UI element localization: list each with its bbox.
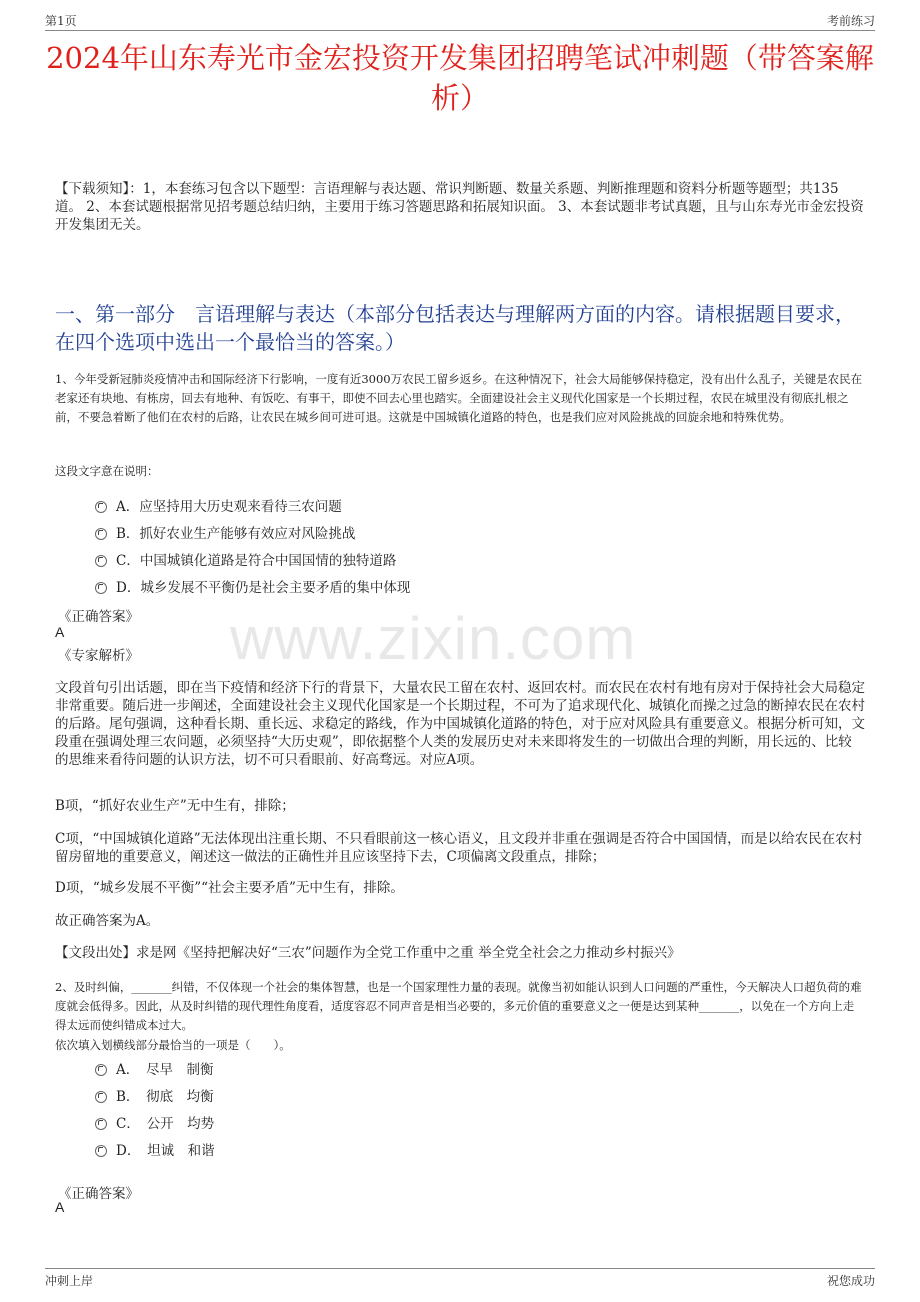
footer-left: 冲刺上岸 (45, 1274, 94, 1288)
option-b[interactable]: B．抓好农业生产能够有效应对风险挑战 (95, 518, 410, 545)
source-note: 【文段出处】求是网《坚持把解决好“三农”问题作为全党工作重中之重 举全党全社会之力推动乡村振兴》 (55, 945, 681, 961)
watermark: www.zixin.com (230, 605, 637, 672)
page-footer (45, 1268, 875, 1298)
section-title: 一、第一部分 言语理解与表达（本部分包括表达与理解两方面的内容。请根据题目要求，在四个选项中选出一个最恰当的答案。） (55, 302, 855, 354)
analysis-conclusion: 故正确答案为A。 (55, 913, 160, 929)
option-d[interactable]: D．城乡发展不平衡仍是社会主要矛盾的集中体现 (95, 572, 410, 599)
radio-icon[interactable] (95, 501, 107, 513)
question-1-lead: 这段文字意在说明： (55, 464, 159, 478)
question-2-stem: 2、及时纠偏，_______纠错，不仅体现一个社会的集体智慧，也是一个国家理性力量的表现。就像当初如能认识到人口问题的严重性，今天解决人口超负荷的难度就会低得多。因此，从及时纠错的现代理性角度看，适度容忍不同声音是相当必要的，多元价值的重要意义之一便是达到某种_______，以免在一个方向上走得太远而使纠错成本过大。 (55, 980, 862, 1032)
radio-icon[interactable] (95, 555, 107, 567)
option-d[interactable]: D． 坦诚 和谐 (95, 1135, 215, 1162)
question-2-lead: 依次填入划横线部分最恰当的一项是（ ）。 (55, 1038, 291, 1052)
question-1-options (95, 491, 410, 599)
analysis-label: 《专家解析》 (58, 648, 139, 664)
question-1-stem: 1、今年受新冠肺炎疫情冲击和国际经济下行影响，一度有近3000万农民工留乡返乡。在这种情况下，社会大局能够保持稳定，没有出什么乱子，关键是农民在老家还有块地、有栋房，回去有地种、有饭吃、有事干，即使不回去心里也踏实。全面建设社会主义现代化国家是一个长期过程，农民在城里没有彻底扎根之前，不要急着断了他们在农村的后路，让农民在城乡间可进可退。这就是中国城镇化道路的特色，也是我们应对风险挑战的回旋余地和特殊优势。 (55, 372, 863, 424)
option-c[interactable]: C． 公开 均势 (95, 1108, 215, 1135)
answer-value: A (55, 624, 65, 640)
analysis-paragraph: C项，“中国城镇化道路”无法体现出注重长期、不只看眼前这一核心语义，且文段并非重在强调是否符合中国国情，而是以给农民在农村留房留地的重要意义，阐述这一做法的正确性并且应该坚持下去，C项偏离文段重点，排除； (55, 831, 863, 865)
option-a[interactable]: A． 尽早 制衡 (95, 1054, 215, 1081)
question-2-options (95, 1054, 215, 1162)
download-notice: 【下载须知】：1，本套练习包含以下题型：言语理解与表达题、常识判断题、数量关系题、判断推理题和资料分析题等题型；共135道。 2、本套试题根据常见招考题总结归纳，主要用于练习答题思路和拓展知识面。 3、本套试题非考试真题，且与山东寿光市金宏投资开发集团无关。 (55, 181, 864, 233)
footer-right: 祝您成功 (826, 1274, 875, 1288)
header-tag: 考前练习 (826, 14, 875, 28)
radio-icon[interactable] (95, 1145, 107, 1157)
option-b[interactable]: B． 彻底 均衡 (95, 1081, 215, 1108)
option-a[interactable]: A．应坚持用大历史观来看待三农问题 (95, 491, 410, 518)
blank-2: _______ (699, 999, 740, 1013)
answer-label: 《正确答案》 (58, 609, 139, 625)
answer-label: 《正确答案》 (58, 1186, 139, 1202)
radio-icon[interactable] (95, 582, 107, 594)
document-title: 2024年山东寿光市金宏投资开发集团招聘笔试冲刺题（带答案解析） (46, 41, 874, 115)
page-number: 第1页 (45, 14, 77, 28)
page-header (45, 12, 875, 31)
radio-icon[interactable] (95, 1118, 107, 1130)
option-c[interactable]: C．中国城镇化道路是符合中国国情的独特道路 (95, 545, 410, 572)
radio-icon[interactable] (95, 1064, 107, 1076)
radio-icon[interactable] (95, 528, 107, 540)
analysis-paragraph: B项，“抓好农业生产”无中生有，排除； (55, 798, 295, 814)
analysis-paragraph: 文段首句引出话题，即在当下疫情和经济下行的背景下，大量农民工留在农村、返回农村。而农民在农村有地有房对于保持社会大局稳定非常重要。随后进一步阐述，全面建设社会主义现代化国家是一个长期过程，不可为了追求现代化、城镇化而操之过急的断掉农民在农村的后路。尾句强调，这种看长期、重长远、求稳定的路线，作为中国城镇化道路的特色，对于应对风险具有重要意义。根据分析可知，文段重在强调处理三农问题，必须坚持“大历史观”，即依据整个人类的发展历史对未来即将发生的一切做出合理的判断，用长远的、比较的思维来看待问题的认识方法，切不可只看眼前、好高骛远。对应A项。 (55, 680, 865, 768)
answer-value: A (55, 1199, 65, 1215)
analysis-paragraph: D项，“城乡发展不平衡”“社会主要矛盾”无中生有，排除。 (55, 880, 404, 896)
radio-icon[interactable] (95, 1091, 107, 1103)
blank-1: _______ (131, 980, 172, 994)
